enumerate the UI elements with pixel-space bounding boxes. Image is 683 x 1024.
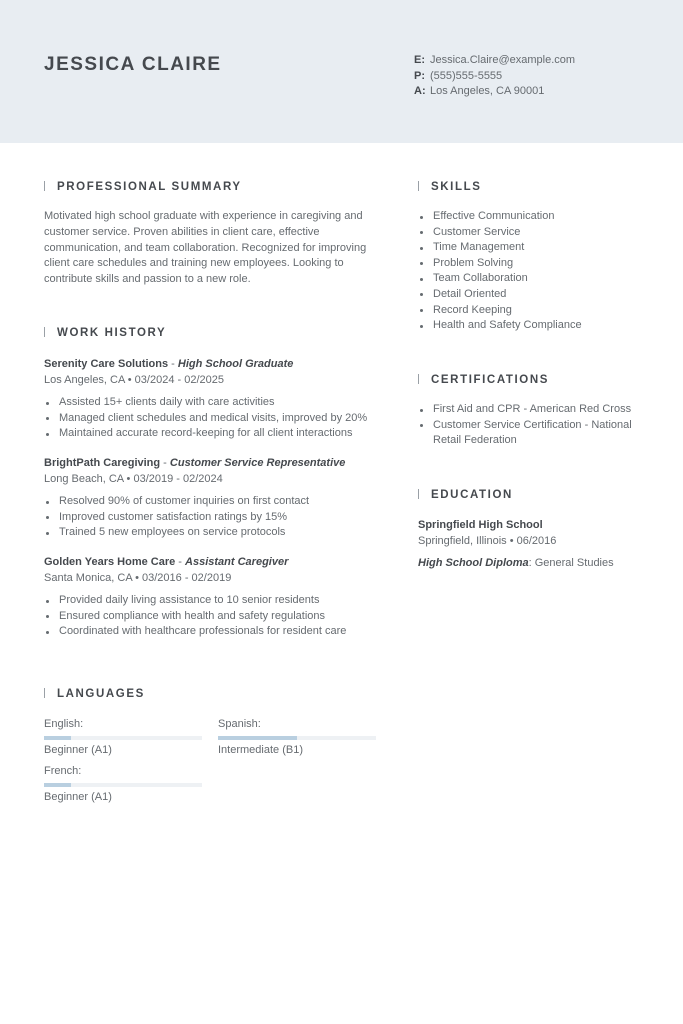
section-divider — [418, 489, 419, 499]
list-item: Problem Solving — [418, 256, 648, 272]
section-divider — [44, 181, 45, 191]
phone-label: P: — [414, 69, 425, 82]
section-divider — [418, 374, 419, 384]
address-value: Los Angeles, CA 90001 — [430, 85, 545, 97]
language-english — [44, 717, 202, 757]
list-item: Provided daily living assistance to 10 senior residents — [44, 593, 384, 609]
job-bullets — [44, 395, 384, 442]
languages-heading — [44, 688, 145, 700]
list-item: Detail Oriented — [418, 287, 648, 303]
skills-title: SKILLS — [431, 181, 482, 193]
phone-value[interactable]: (555)555-5555 — [430, 69, 503, 82]
list-item: Team Collaboration — [418, 271, 648, 287]
list-item: Ensured compliance with health and safety regulations — [44, 609, 384, 625]
list-item: Record Keeping — [418, 303, 648, 319]
work-history-heading — [44, 327, 166, 339]
proficiency-bar — [44, 783, 202, 787]
list-item: Health and Safety Compliance — [418, 318, 648, 334]
job-role: High School Graduate — [177, 358, 294, 370]
section-divider — [418, 181, 419, 191]
job-bullets — [44, 494, 384, 541]
list-item: Improved customer satisfaction ratings by 15% — [44, 510, 384, 526]
education-heading — [418, 489, 513, 501]
contact-email — [414, 53, 575, 69]
education-title: EDUCATION — [431, 489, 513, 501]
language-level: Beginner (A1) — [44, 791, 112, 803]
job-header — [44, 555, 288, 586]
language-level: Beginner (A1) — [44, 744, 112, 756]
proficiency-fill — [44, 736, 71, 740]
proficiency-fill — [218, 736, 297, 740]
proficiency-fill — [44, 783, 71, 787]
list-item: Customer Service — [418, 225, 648, 241]
summary-title: PROFESSIONAL SUMMARY — [57, 181, 242, 193]
certifications-list — [418, 402, 643, 449]
summary-text: Motivated high school graduate with experience in caregiving and customer service. Proven abilities in client care, effective communication, and team collaboration. Recognized for improving client care schedules and training new employees. Looking to contribute skills and passion to a new role. — [44, 210, 367, 286]
school-location-date: Springfield, Illinois • 06/2016 — [418, 534, 557, 547]
degree-name: High School Diploma — [418, 557, 529, 570]
language-name: French: — [44, 765, 82, 777]
job-bullets — [44, 593, 384, 640]
job-location-dates: Los Angeles, CA • 03/2024 - 02/2025 — [44, 373, 224, 386]
contact-address — [414, 84, 575, 100]
list-item: Resolved 90% of customer inquiries on first contact — [44, 494, 384, 510]
proficiency-bar — [218, 736, 376, 740]
language-name: Spanish: — [218, 718, 261, 730]
list-item: Customer Service Certification - National Retail Federation — [418, 418, 643, 449]
list-item: Maintained accurate record-keeping for all client interactions — [44, 426, 384, 442]
languages-title: LANGUAGES — [57, 688, 145, 700]
email-value[interactable]: Jessica.Claire@example.com — [430, 54, 576, 66]
job-role: Customer Service Representative — [169, 457, 346, 469]
resume-header — [0, 0, 683, 143]
address-label: A: — [414, 85, 426, 97]
school-name: Springfield High School — [418, 519, 543, 531]
language-name: English: — [44, 718, 84, 730]
degree-field: : General Studies — [528, 557, 614, 570]
certifications-heading — [418, 374, 549, 386]
list-item: Managed client schedules and medical visits, improved by 20% — [44, 411, 384, 427]
list-item: Assisted 15+ clients daily with care activities — [44, 395, 384, 411]
contact-phone — [414, 69, 575, 85]
list-item: Effective Communication — [418, 209, 648, 225]
job-company: Golden Years Home Care — [44, 556, 176, 568]
list-item: Time Management — [418, 240, 648, 256]
list-item: Coordinated with healthcare professionals for resident care — [44, 624, 384, 640]
job-header — [44, 456, 345, 487]
job-location-dates: Long Beach, CA • 03/2019 - 02/2024 — [44, 472, 223, 485]
skills-heading — [418, 181, 482, 193]
job-separator: - — [175, 556, 186, 568]
job-separator: - — [168, 358, 178, 370]
work-history-title: WORK HISTORY — [57, 327, 167, 339]
section-divider — [44, 327, 45, 337]
candidate-name: JESSICA CLAIRE — [44, 54, 222, 75]
section-divider — [44, 688, 45, 698]
job-location-dates: Santa Monica, CA • 03/2016 - 02/2019 — [44, 571, 232, 584]
education-entry — [418, 518, 614, 572]
summary-heading — [44, 181, 242, 193]
proficiency-bar — [44, 736, 202, 740]
job-company: BrightPath Caregiving — [44, 457, 161, 469]
language-level: Intermediate (B1) — [218, 744, 303, 756]
job-separator: - — [160, 457, 170, 469]
job-role: Assistant Caregiver — [185, 556, 289, 568]
email-label: E: — [414, 54, 425, 66]
job-company: Serenity Care Solutions — [44, 358, 169, 370]
list-item: Trained 5 new employees on service protocols — [44, 525, 384, 541]
certifications-title: CERTIFICATIONS — [431, 374, 550, 386]
list-item: First Aid and CPR - American Red Cross — [418, 402, 643, 418]
language-spanish — [218, 717, 376, 757]
job-header — [44, 357, 293, 388]
contact-block — [414, 53, 575, 100]
skills-list — [418, 209, 648, 334]
language-french — [44, 764, 202, 804]
